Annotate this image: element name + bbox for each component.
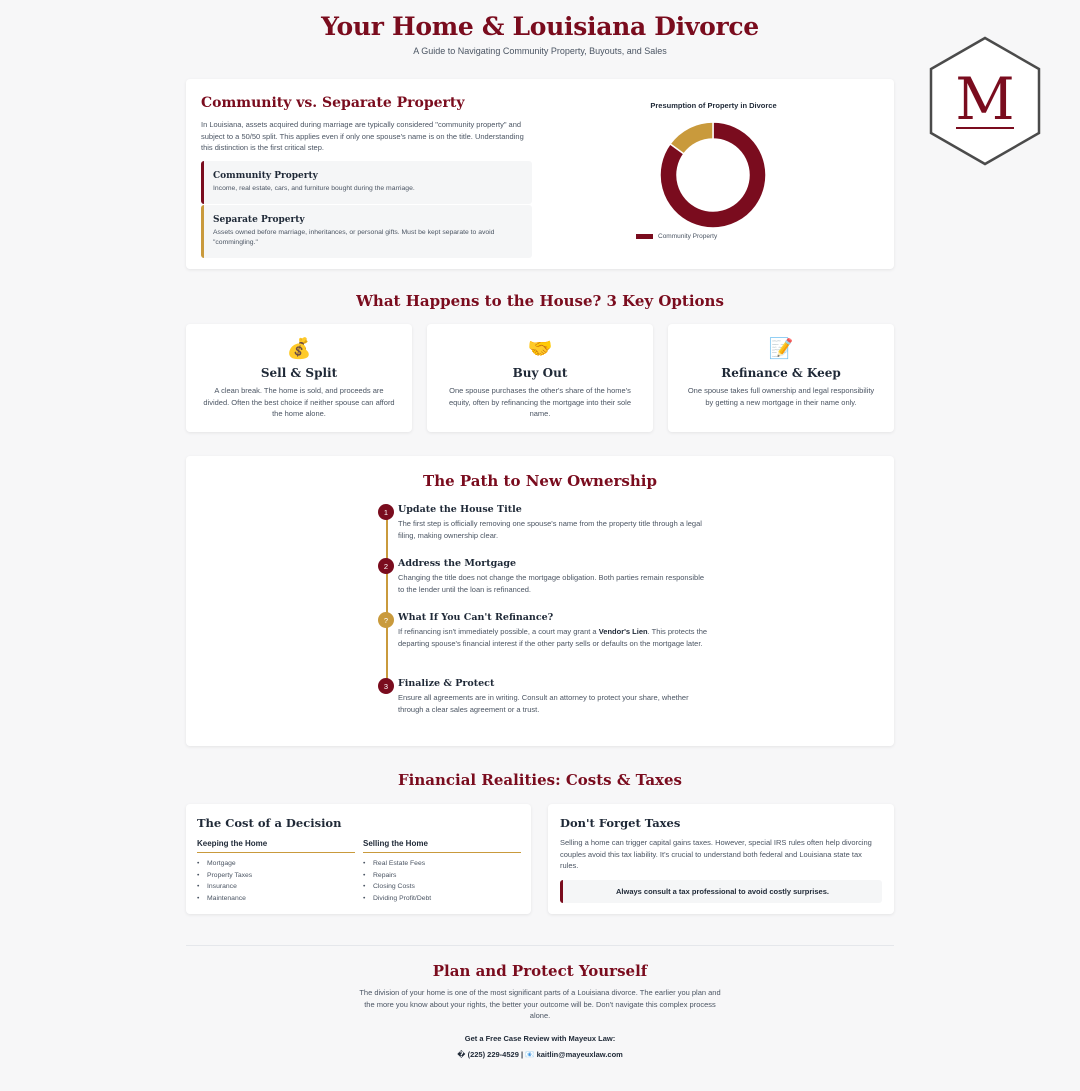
option-desc: One spouse purchases the other's share of the home's equity, often by refinancing the mortgage into their sole name. — [448, 386, 632, 418]
memo-icon: 📝 — [768, 338, 794, 360]
contact-line — [0, 1050, 1080, 1059]
timeline-step — [378, 504, 708, 541]
page-subtitle: A Guide to Navigating Community Property, Buyouts, and Sales — [413, 46, 667, 56]
community-property-title: Community Property — [213, 171, 318, 181]
legend-label: Community Property — [658, 233, 718, 240]
chart-title: Presumption of Property in Divorce — [650, 101, 777, 110]
step-title: Finalize & Protect — [398, 678, 495, 689]
option-title: Refinance & Keep — [721, 366, 841, 380]
keeping-title: Keeping the Home — [197, 839, 355, 853]
handshake-icon: 🤝 — [527, 338, 553, 360]
step-desc — [398, 626, 708, 649]
timeline-step — [378, 558, 708, 595]
option-title: Sell & Split — [260, 366, 338, 380]
option-desc: A clean break. The home is sold, and proceeds are divided. Often the best choice if neither spouse can afford the home alone. — [203, 386, 395, 418]
step-desc: Changing the title does not change the mortgage obligation. Both parties remain responsible to the lender until the loan is refinanced. — [398, 573, 705, 594]
money-bag-icon: 💰 — [286, 338, 312, 360]
step-marker: 1 — [378, 504, 394, 520]
list-item: • Dividing Profit/Debt — [363, 893, 521, 905]
step-marker: 2 — [378, 558, 394, 574]
legend-swatch — [636, 234, 653, 239]
timeline-step — [378, 678, 708, 715]
selling-title: Selling the Home — [363, 839, 521, 853]
option-card-refinance — [668, 324, 894, 432]
logo-letter: M — [955, 65, 1015, 133]
tax-note: Always consult a tax professional to avoid costly surprises. — [560, 880, 882, 903]
community-title: Community vs. Separate Property — [201, 95, 465, 111]
option-card-sell — [186, 324, 412, 432]
cta-text: Get a Free Case Review with Mayeux Law: — [464, 1033, 616, 1043]
step-desc-before: If refinancing isn't immediately possible, a court may grant a — [398, 627, 599, 636]
list-item: • Real Estate Fees — [363, 858, 521, 870]
vendors-lien-term: Vendor's Lien — [598, 627, 648, 636]
separate-property-title: Separate Property — [213, 215, 305, 225]
cost-title: The Cost of a Decision — [197, 816, 342, 830]
path-title: The Path to New Ownership — [423, 472, 657, 490]
plan-desc: The division of your home is one of the most significant parts of a Louisiana divorce. The earlier you plan and the more you know about your rights, the better your outcome will be. Don't navigate this complex process alone. — [359, 988, 721, 1020]
step-marker: ? — [378, 612, 394, 628]
community-property-desc: Income, real estate, cars, and furniture bought during the marriage. — [213, 185, 415, 192]
step-title: What If You Can't Refinance? — [398, 612, 554, 623]
list-item: • Maintenance — [197, 893, 355, 905]
timeline-step — [378, 612, 708, 649]
list-item: • Insurance — [197, 881, 355, 893]
property-donut-chart — [658, 120, 768, 230]
separate-property-desc: Assets owned before marriage, inheritances, or personal gifts. Must be kept separate to avoid "commingling." — [213, 229, 495, 246]
page-header — [0, 12, 1080, 56]
community-vs-separate-card — [186, 79, 894, 269]
step-title: Update the House Title — [398, 504, 522, 515]
step-desc: Ensure all agreements are in writing. Consult an attorney to protect your share, whether through a clear sales agreement or a trust. — [398, 693, 689, 714]
list-item: • Closing Costs — [363, 881, 521, 893]
keeping-list — [197, 858, 355, 904]
taxes-card — [548, 804, 894, 914]
contact-separator: | — [520, 1049, 524, 1059]
divider — [186, 945, 894, 946]
email-link[interactable]: 📧 kaitlin@mayeuxlaw.com — [525, 1049, 623, 1059]
option-card-buyout — [427, 324, 653, 432]
separate-property-box — [201, 205, 532, 258]
keeping-column — [197, 839, 355, 904]
cost-card — [186, 804, 531, 914]
page-title: Your Home & Louisiana Divorce — [321, 12, 759, 41]
chart-legend — [636, 233, 717, 240]
financial-title: Financial Realities: Costs & Taxes — [398, 771, 682, 789]
tax-desc: Selling a home can trigger capital gains taxes. However, special IRS rules often help divorcing couples avoid this tax liability. It's crucial to understand both federal and Louisiana state tax rules. — [560, 838, 872, 870]
community-property-box — [201, 161, 532, 204]
mayeux-logo — [928, 36, 1042, 166]
list-item: • Property Taxes — [197, 870, 355, 882]
selling-column — [363, 839, 521, 904]
list-item: • Repairs — [363, 870, 521, 882]
tax-title: Don't Forget Taxes — [560, 816, 681, 830]
list-item: • Mortgage — [197, 858, 355, 870]
plan-section — [0, 962, 1080, 1059]
option-desc: One spouse takes full ownership and legal responsibility by getting a new mortgage in their name only. — [687, 386, 875, 407]
pie-slice-separate-property — [670, 122, 713, 154]
step-desc: The first step is officially removing one spouse's name from the property title through a legal filing, making ownership clear. — [398, 519, 702, 540]
options-title: What Happens to the House? 3 Key Options — [356, 292, 724, 310]
step-title: Address the Mortgage — [398, 558, 517, 569]
step-marker: 3 — [378, 678, 394, 694]
ownership-path-card — [186, 456, 894, 746]
step-desc-after: . This protects the departing spouse's financial interest if the other party sells or defaults on the mortgage later. — [398, 627, 708, 648]
phone-link[interactable]: � (225) 229-4529 — [457, 1049, 519, 1059]
plan-title: Plan and Protect Yourself — [432, 962, 648, 980]
selling-list — [363, 858, 521, 904]
community-intro: In Louisiana, assets acquired during marriage are typically considered "community property" and subject to a 50/50 split. This applies even if only one spouse's name is on the title. Understanding this distinction is the first critical step. — [201, 120, 524, 152]
option-title: Buy Out — [512, 366, 568, 380]
